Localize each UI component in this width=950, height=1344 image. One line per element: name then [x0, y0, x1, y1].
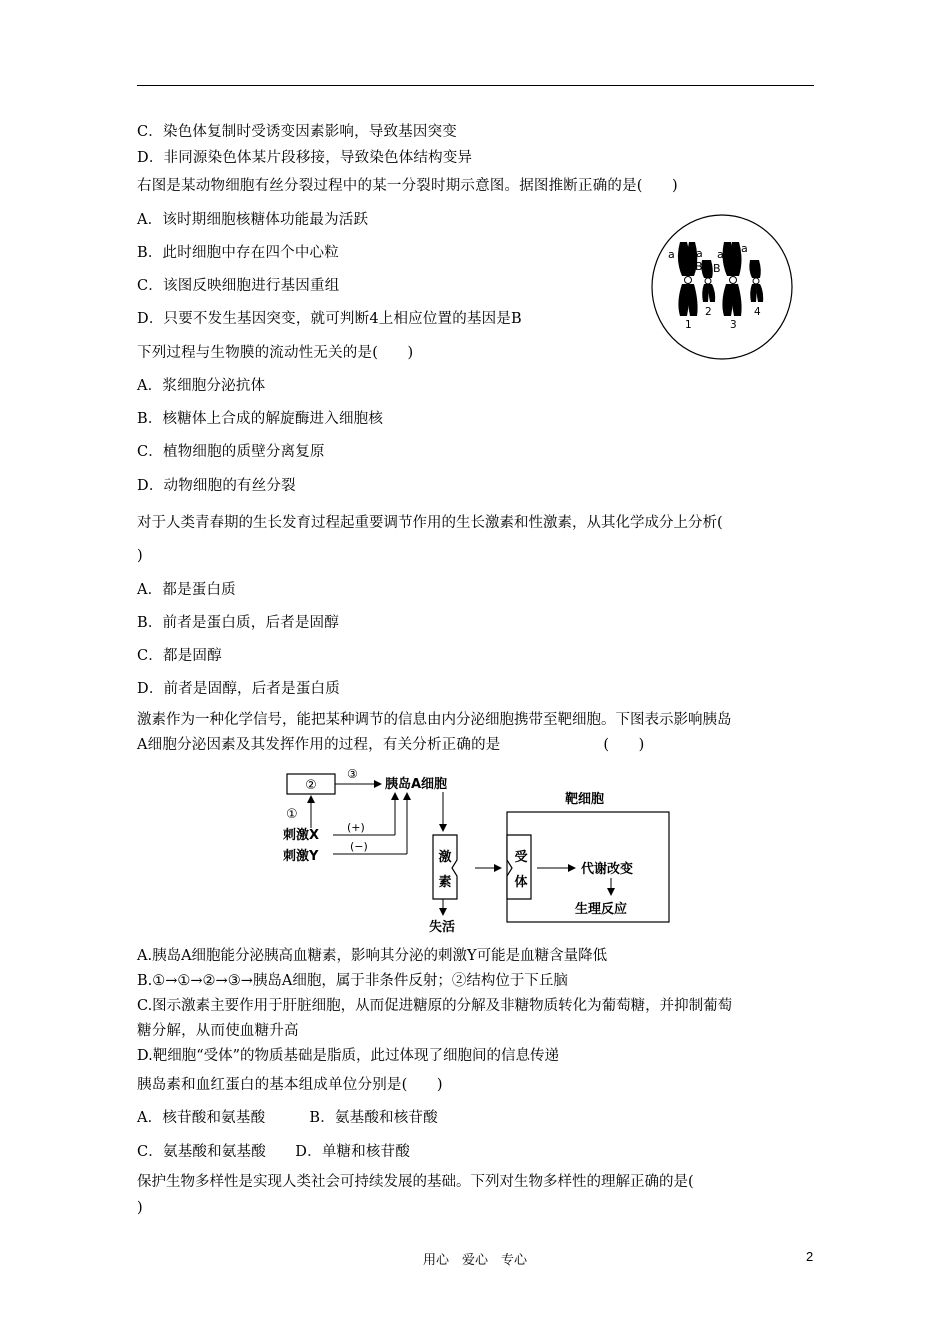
question-stem-cont: ) — [137, 1200, 143, 1216]
hormone-label-bottom: 素 — [438, 875, 452, 890]
receptor-label-bottom: 体 — [514, 875, 528, 890]
pathway-3-label: ③ — [347, 767, 358, 781]
inhibit-sign: (−) — [350, 840, 368, 853]
islet-a-cell-label: 胰岛A细胞 — [385, 777, 448, 792]
chromosome-number: 4 — [754, 306, 761, 318]
hormone-regulation-diagram — [275, 765, 675, 940]
option-line: A.胰岛A细胞能分泌胰高血糖素，影响其分泌的刺激Y可能是血糖含量降低 — [137, 948, 608, 964]
receptor-label-top: 受 — [514, 850, 528, 865]
gene-label: B — [713, 262, 721, 275]
gene-label: a — [668, 248, 675, 261]
gene-label: B — [695, 260, 703, 273]
option-line: B．前者是蛋白质，后者是固醇 — [137, 615, 339, 631]
header-rule — [137, 85, 814, 86]
option-line: C．染色体复制时受诱变因素影响，导致基因突变 — [137, 124, 457, 140]
question-stem: 对于人类青春期的生长发育过程起重要调节作用的生长激素和性激素，从其化学成分上分析( — [137, 515, 723, 531]
stimulus-x-label: 刺激X — [283, 828, 320, 843]
option-line: C．该图反映细胞进行基因重组 — [137, 278, 340, 294]
option-line: D．动物细胞的有丝分裂 — [137, 478, 296, 494]
question-stem: 右图是某动物细胞有丝分裂过程中的某一分裂时期示意图。据图推断正确的是( ) — [137, 178, 678, 194]
hormone-label-top: 激 — [438, 850, 452, 865]
inactive-label: 失活 — [429, 920, 456, 935]
option-line-cont: 糖分解，从而使血糖升高 — [137, 1023, 299, 1039]
option-line: B．核糖体上合成的解旋酶进入细胞核 — [137, 411, 384, 427]
option-line: B．此时细胞中存在四个中心粒 — [137, 245, 339, 261]
gene-label: a — [717, 248, 724, 261]
gene-label: a — [696, 247, 703, 260]
option-line: D．只要不发生基因突变，就可判断4上相应位置的基因是B — [137, 311, 522, 327]
option-line: D．前者是固醇，后者是蛋白质 — [137, 681, 340, 697]
footer-motto: 用心 爱心 专心 — [422, 1253, 527, 1268]
question-stem: 保护生物多样性是实现人类社会可持续发展的基础。下列对生物多样性的理解正确的是( — [137, 1174, 694, 1190]
option-line: A．都是蛋白质 — [137, 582, 236, 598]
option-line: B.①→①→②→③→胰岛A细胞，属于非条件反射；②结构位于下丘脑 — [137, 973, 568, 989]
option-line: C．植物细胞的质壁分离复原 — [137, 444, 325, 460]
option-line: A．该时期细胞核糖体功能最为活跃 — [137, 212, 369, 228]
stimulate-sign: (+) — [347, 821, 365, 834]
question-stem: 激素作为一种化学信号，能把某种调节的信息由内分泌细胞携带至靶细胞。下图表示影响胰岛 — [137, 712, 732, 728]
question-stem: 胰岛素和血红蛋白的基本组成单位分别是( ) — [137, 1077, 443, 1093]
option-line: D．非同源染色体某片段移接，导致染色体结构变异 — [137, 150, 473, 166]
option-line: C．都是固醇 — [137, 648, 222, 664]
option-line: D.靶细胞“受体”的物质基础是脂质，此过体现了细胞间的信息传递 — [137, 1048, 560, 1064]
question-stem-cont: A细胞分泌因素及其发挥作用的过程，有关分析正确的是 ( ) — [137, 737, 645, 753]
chromosome-figure — [650, 212, 795, 362]
option-line: A．浆细胞分泌抗体 — [137, 378, 266, 394]
option-line: C．氨基酸和氨基酸 D．单糖和核苷酸 — [137, 1144, 411, 1160]
chromosome-number: 3 — [730, 319, 737, 331]
question-stem: 下列过程与生物膜的流动性无关的是( ) — [137, 345, 414, 361]
option-line: C.图示激素主要作用于肝脏细胞，从而促进糖原的分解及非糖物质转化为葡萄糖，并抑制葡萄 — [137, 998, 733, 1014]
stimulus-y-label: 刺激Y — [283, 849, 319, 864]
option-line: A．核苷酸和氨基酸 B．氨基酸和核苷酸 — [137, 1110, 438, 1126]
metabolism-change-label: 代谢改变 — [581, 862, 634, 877]
structure-2-label: ② — [305, 778, 317, 793]
pathway-1-label: ① — [286, 807, 298, 822]
chromosome-number: 1 — [685, 319, 692, 331]
gene-label: a — [741, 242, 748, 255]
question-stem-cont: ) — [137, 548, 143, 564]
page-number: 2 — [806, 1249, 814, 1264]
physiological-response-label: 生理反应 — [575, 902, 628, 917]
target-cell-label: 靶细胞 — [565, 792, 605, 807]
chromosome-number: 2 — [705, 306, 712, 318]
